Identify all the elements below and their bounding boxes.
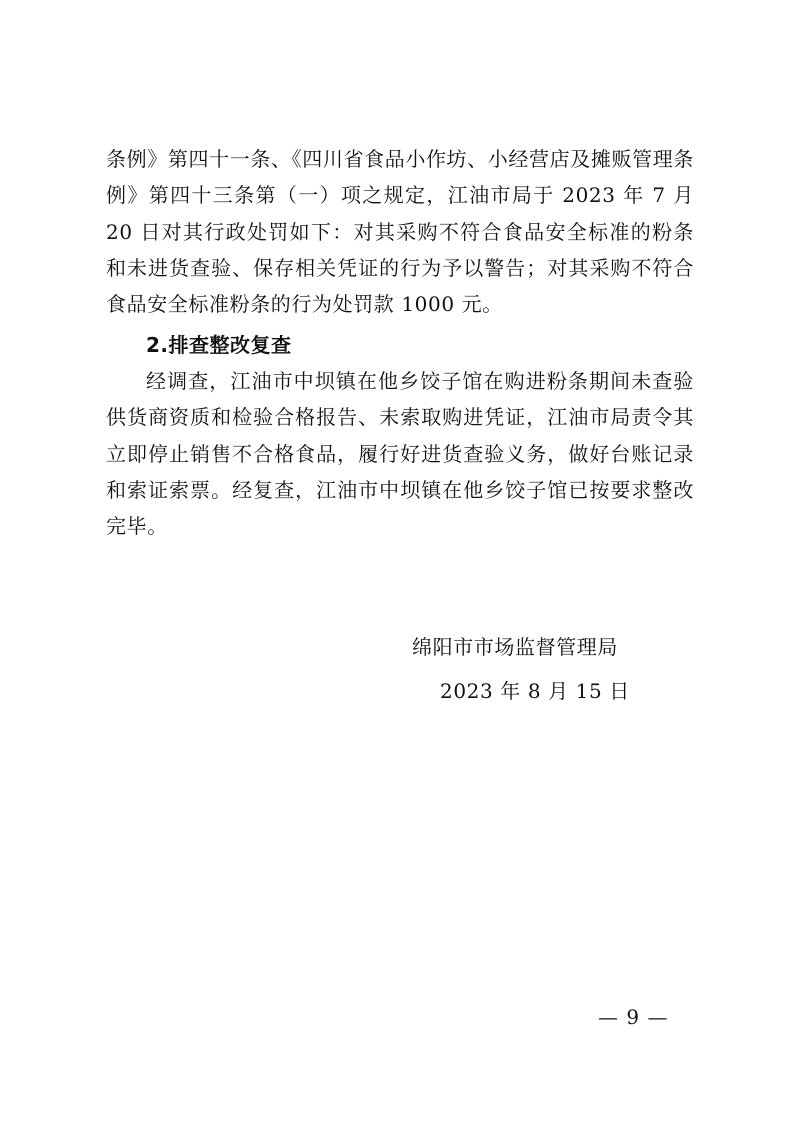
section-heading: 2.排查整改复查 xyxy=(146,333,292,357)
signature-block xyxy=(412,625,630,713)
page-number: — 9 — xyxy=(598,1005,669,1029)
signature-organization: 绵阳市市场监督管理局 xyxy=(412,635,618,659)
paragraph-rectification-review: 经调查，江油市中坝镇在他乡饺子馆在购进粉条期间未查验供货商资质和检验合格报告、未索取购进凭证，江油市局责令其立即停止销售不合格食品，履行好进货查验义务，做好台账记录和索证索票。经复查，江油市中坝镇在他乡饺子馆已按要求整改完毕。 xyxy=(106,369,694,539)
signature-date: 2023 年 8 月 15 日 xyxy=(440,679,630,703)
paragraph-penalty-continuation: 条例》第四十一条、《四川省食品小作坊、小经营店及摊贩管理条例》第四十三条第（一）项之规定，江油市局于 2023 年 7 月 20 日对其行政处罚如下：对其采购不符合食品安全标准的粉条和未进货查验、保存相关凭证的行为予以警告；对其采购不符合食品安全标准粉条的行为处罚款 1000 元。 xyxy=(106,147,694,317)
